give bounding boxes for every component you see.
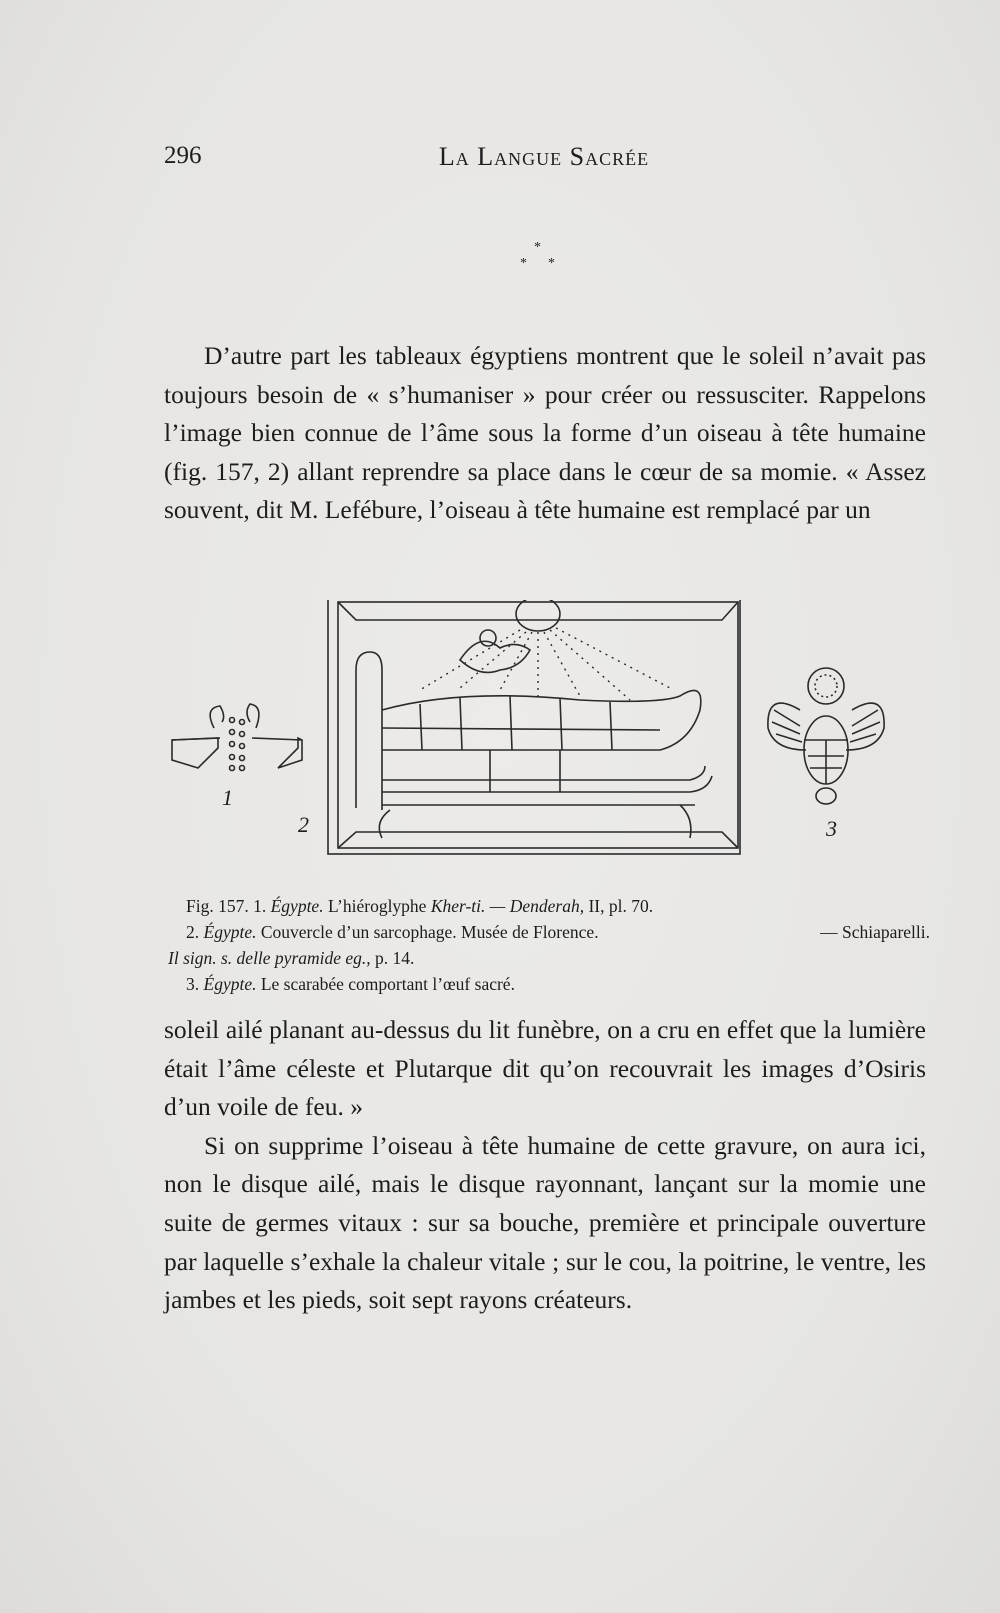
- sarcophagus-lid-drawing: [328, 600, 740, 854]
- caption-text: II, pl. 70.: [584, 896, 654, 916]
- text-block-bottom: [164, 1011, 926, 1320]
- page-header: [164, 142, 924, 178]
- page-number: 296: [164, 142, 202, 169]
- hieroglyph-kher-ti: [172, 704, 302, 771]
- paragraph: Si on supprime l’oiseau à tête humaine de cette gravure, on aura ici, non le disque ailé, mais le disque rayonnant, lançant sur la momie une suite de germes vitaux : sur sa bouche, première et principale ouverture par laquelle s’exhale la chaleur vitale ; sur le cou, la poitrine, le ventre, les jambes et les pieds, soit sept rayons créateurs.: [164, 1130, 926, 1315]
- figure-label-2: 2: [298, 812, 309, 837]
- caption-text: Couvercle d’un sarcophage. Musée de Florence.: [256, 922, 599, 942]
- caption-italic: Kher-ti. — Denderah,: [430, 896, 585, 916]
- caption-line-4: [168, 971, 930, 997]
- asterism: [520, 240, 570, 280]
- caption-italic: Égypte.: [203, 922, 257, 942]
- caption-italic: Il sign. s. delle pyramide eg.,: [168, 948, 371, 968]
- caption-text: 3.: [186, 974, 204, 994]
- caption-line-3: [168, 945, 930, 971]
- caption-text: Le scarabée comportant l’œuf sacré.: [256, 974, 515, 994]
- figure-label-3: 3: [826, 816, 837, 841]
- winged-scarab-drawing: [768, 668, 884, 804]
- running-title: La Langue Sacrée: [438, 142, 650, 171]
- caption-line-2: [168, 919, 930, 945]
- text-block-top: [164, 337, 926, 530]
- caption-text: L’hiéroglyphe: [323, 896, 431, 916]
- figure-caption: [168, 893, 930, 997]
- caption-text: p. 14.: [370, 948, 415, 968]
- paragraph: D’autre part les tableaux égyptiens montrent que le soleil n’avait pas toujours besoin de « s’humaniser » pour créer ou ressusciter. Rappelons l’image bien connue de l’âme sous la forme d’un oiseau à tête humaine (fig. 157, 2) allant reprendre sa place dans le cœur de sa momie. « Assez souvent, dit M. Lefébure, l’oiseau à tête humaine est remplacé par un: [164, 341, 926, 525]
- figure-label-1: 1: [222, 785, 233, 810]
- figure-157: [160, 600, 930, 890]
- asterism-star: *: [520, 256, 527, 271]
- caption-italic: Égypte.: [203, 974, 257, 994]
- asterism-star: *: [534, 240, 541, 255]
- caption-text: Fig. 157. 1.: [186, 896, 271, 916]
- caption-text: — Schiaparelli.: [820, 922, 930, 942]
- caption-line-1: [168, 893, 930, 919]
- paragraph-continuation: soleil ailé planant au-dessus du lit funèbre, on a cru en effet que la lumière était l’âme céleste et Plutarque dit qu’on recouvrait les images d’Osiris d’un voile de feu. »: [164, 1015, 926, 1122]
- figure-illustration: [160, 600, 930, 890]
- asterism-star: *: [548, 256, 555, 271]
- caption-text: 2.: [186, 922, 204, 942]
- caption-italic: Égypte.: [270, 896, 324, 916]
